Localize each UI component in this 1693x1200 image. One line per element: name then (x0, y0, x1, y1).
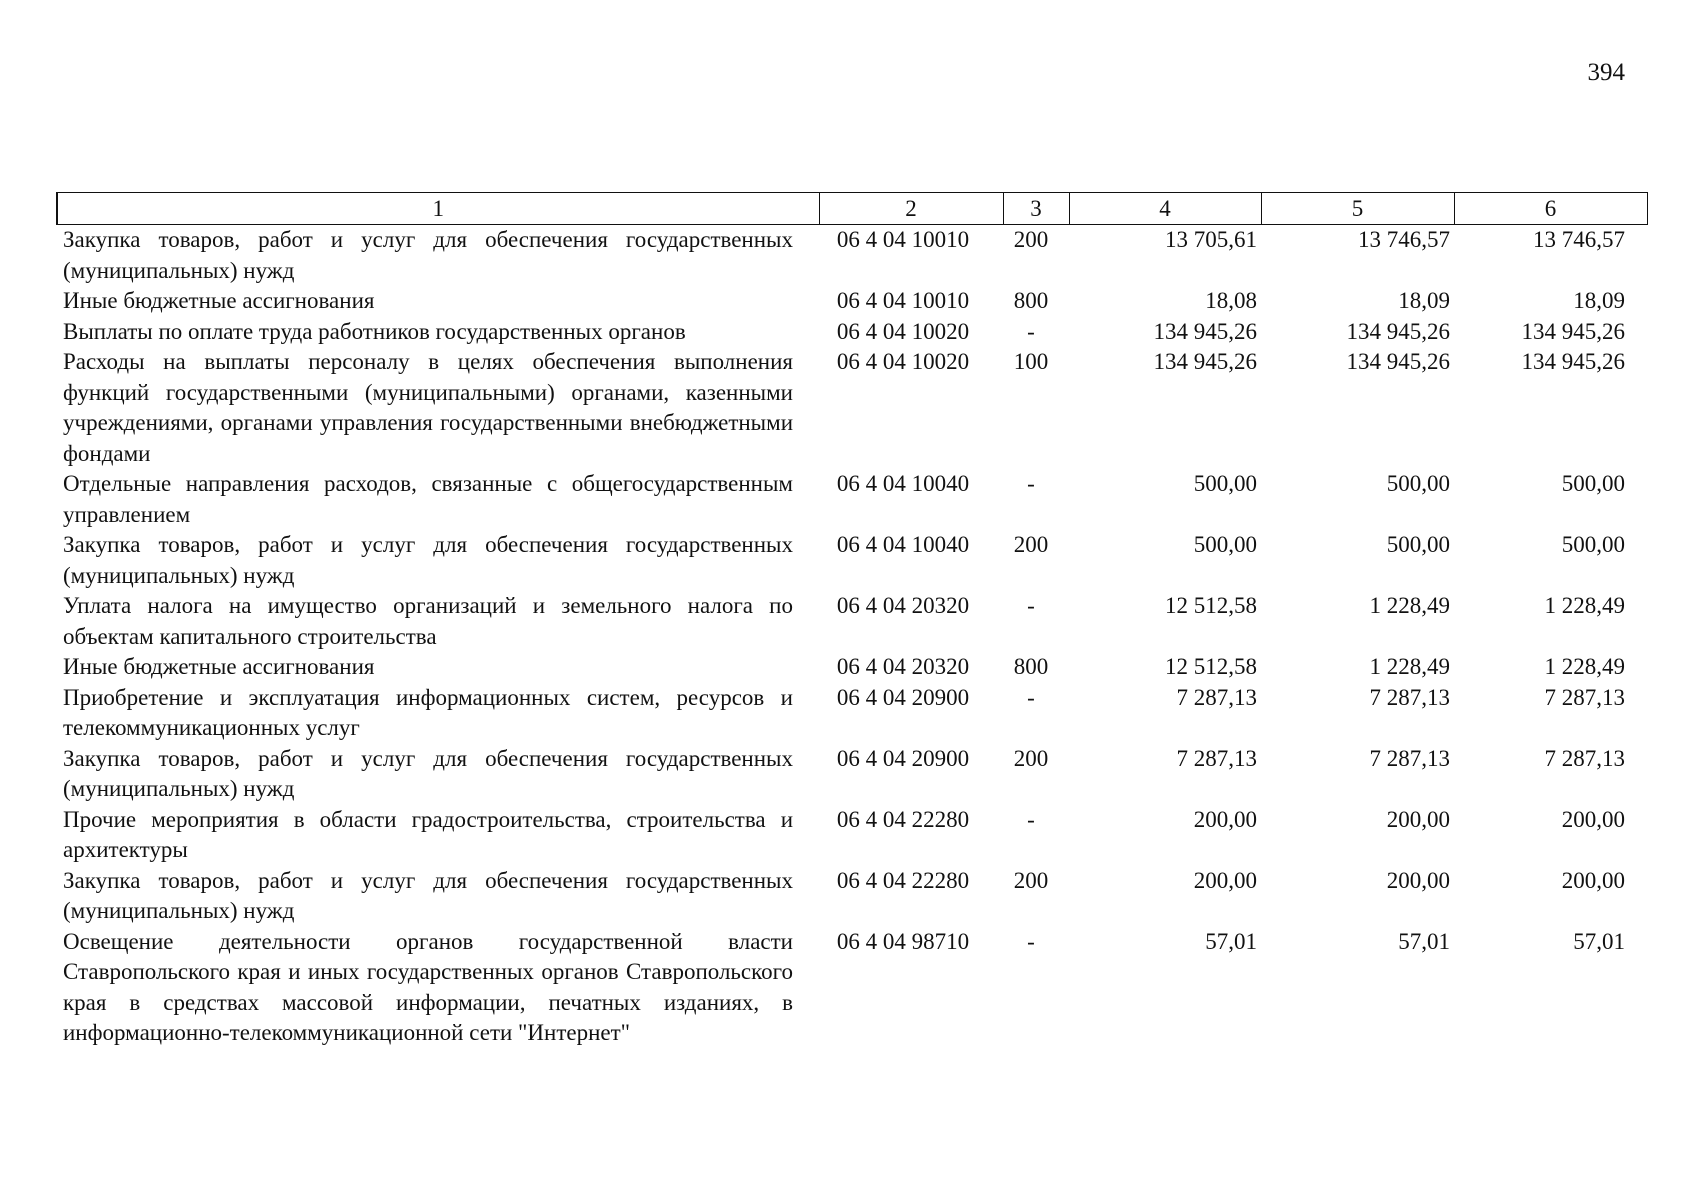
table-row (57, 805, 1647, 866)
amount-column-6: 134 945,26 (1521, 349, 1625, 374)
table-row (57, 866, 1647, 927)
amount-column-4: 57,01 (1205, 928, 1257, 954)
budget-table (56, 192, 1648, 1049)
target-article-code: 06 4 04 20320 (836, 654, 970, 679)
amount-column-6: 134 945,26 (1521, 318, 1625, 344)
expense-name: Иные бюджетные ассигнования (63, 654, 375, 679)
page-number: 394 (1587, 59, 1625, 86)
amount-column-5: 500,00 (1386, 532, 1450, 557)
expense-type-code: - (1027, 806, 1035, 832)
expense-name: Отдельные направления расходов, связанные с общегосударственным управлением (63, 471, 793, 527)
amount-column-4: 134 945,26 (1153, 349, 1257, 374)
table-row (57, 591, 1647, 652)
table-row (57, 286, 1647, 317)
amount-column-6: 57,01 (1573, 928, 1625, 954)
amount-column-4: 12 512,58 (1165, 593, 1257, 618)
expense-type-code: - (1027, 593, 1035, 618)
table-row (57, 469, 1647, 530)
amount-column-6: 1 228,49 (1544, 593, 1625, 618)
amount-column-4: 200,00 (1193, 806, 1257, 832)
table-row (57, 530, 1647, 591)
expense-name: Закупка товаров, работ и услуг для обеспечения государственных (муниципальных) нужд (63, 532, 793, 588)
amount-column-5: 1 228,49 (1369, 593, 1450, 618)
target-article-code: 06 4 04 20900 (836, 745, 970, 771)
amount-column-6: 500,00 (1561, 471, 1625, 496)
column-header-5: 5 (1261, 193, 1454, 225)
amount-column-5: 7 287,13 (1369, 745, 1450, 771)
expense-type-code: - (1027, 471, 1035, 496)
expense-type-code: 800 (1013, 288, 1049, 313)
amount-column-6: 13 746,57 (1533, 227, 1625, 252)
expense-name: Закупка товаров, работ и услуг для обеспечения государственных (муниципальных) нужд (63, 745, 793, 801)
table-header-row (57, 193, 1647, 225)
expense-type-code: 200 (1013, 745, 1049, 771)
amount-column-4: 500,00 (1193, 532, 1257, 557)
target-article-code: 06 4 04 20320 (836, 593, 970, 618)
table-row (57, 225, 1647, 287)
amount-column-5: 200,00 (1386, 806, 1450, 832)
target-article-code: 06 4 04 10040 (836, 532, 970, 557)
column-header-2: 2 (819, 193, 1003, 225)
amount-column-5: 57,01 (1398, 928, 1450, 954)
expense-name: Иные бюджетные ассигнования (63, 288, 375, 313)
table-row (57, 317, 1647, 348)
expense-name: Приобретение и эксплуатация информационных систем, ресурсов и телекоммуникационных услуг (63, 684, 793, 740)
amount-column-5: 1 228,49 (1369, 654, 1450, 679)
amount-column-4: 13 705,61 (1165, 227, 1257, 252)
expense-type-code: - (1027, 318, 1035, 344)
amount-column-6: 7 287,13 (1544, 684, 1625, 710)
amount-column-6: 200,00 (1561, 806, 1625, 832)
amount-column-6: 1 228,49 (1544, 654, 1625, 679)
target-article-code: 06 4 04 10020 (836, 349, 970, 374)
expense-name: Закупка товаров, работ и услуг для обеспечения государственных (муниципальных) нужд (63, 867, 793, 923)
expense-type-code: 800 (1013, 654, 1049, 679)
expense-type-code: 100 (1013, 349, 1049, 374)
amount-column-4: 18,08 (1205, 288, 1257, 313)
amount-column-6: 18,09 (1573, 288, 1625, 313)
expense-type-code: - (1027, 928, 1035, 954)
target-article-code: 06 4 04 98710 (836, 928, 970, 954)
amount-column-5: 18,09 (1398, 288, 1450, 313)
table-row (57, 347, 1647, 469)
amount-column-5: 134 945,26 (1346, 318, 1450, 344)
target-article-code: 06 4 04 10010 (836, 227, 970, 252)
column-header-4: 4 (1069, 193, 1261, 225)
expense-name: Уплата налога на имущество организаций и земельного налога по объектам капитального строительства (63, 593, 793, 649)
table-row (57, 652, 1647, 683)
amount-column-5: 13 746,57 (1358, 227, 1450, 252)
column-header-6: 6 (1454, 193, 1647, 225)
table-row (57, 927, 1647, 1049)
amount-column-5: 7 287,13 (1369, 684, 1450, 710)
expense-name: Выплаты по оплате труда работников государственных органов (63, 318, 686, 344)
expense-name: Расходы на выплаты персоналу в целях обеспечения выполнения функций государственными (муниципальными) органами, казенными учреждениями, органами управления государственными внебюджетными фондами (63, 349, 793, 466)
expense-type-code: 200 (1013, 867, 1049, 893)
target-article-code: 06 4 04 22280 (836, 867, 970, 893)
column-header-1: 1 (57, 193, 819, 225)
expense-type-code: 200 (1013, 532, 1049, 557)
amount-column-5: 200,00 (1386, 867, 1450, 893)
amount-column-6: 200,00 (1561, 867, 1625, 893)
table-row (57, 744, 1647, 805)
amount-column-6: 500,00 (1561, 532, 1625, 557)
amount-column-4: 134 945,26 (1153, 318, 1257, 344)
expense-type-code: 200 (1013, 227, 1049, 252)
expense-type-code: - (1027, 684, 1035, 710)
amount-column-4: 200,00 (1193, 867, 1257, 893)
table-row (57, 683, 1647, 744)
expense-name: Закупка товаров, работ и услуг для обеспечения государственных (муниципальных) нужд (63, 227, 793, 283)
target-article-code: 06 4 04 10040 (836, 471, 970, 496)
target-article-code: 06 4 04 10020 (836, 318, 970, 344)
amount-column-4: 500,00 (1193, 471, 1257, 496)
amount-column-5: 134 945,26 (1346, 349, 1450, 374)
amount-column-5: 500,00 (1386, 471, 1450, 496)
amount-column-4: 12 512,58 (1165, 654, 1257, 679)
amount-column-6: 7 287,13 (1544, 745, 1625, 771)
amount-column-4: 7 287,13 (1176, 684, 1257, 710)
expense-name: Прочие мероприятия в области градостроительства, строительства и архитектуры (63, 806, 793, 862)
amount-column-4: 7 287,13 (1176, 745, 1257, 771)
column-header-3: 3 (1003, 193, 1069, 225)
expense-name: Освещение деятельности органов государственной власти Ставропольского края и иных государственных органов Ставропольского края в средствах массовой информации, печатных изданиях, в информационно-телекоммуникационной сети "Интернет" (63, 928, 793, 1045)
target-article-code: 06 4 04 10010 (836, 288, 970, 313)
target-article-code: 06 4 04 22280 (836, 806, 970, 832)
target-article-code: 06 4 04 20900 (836, 684, 970, 710)
